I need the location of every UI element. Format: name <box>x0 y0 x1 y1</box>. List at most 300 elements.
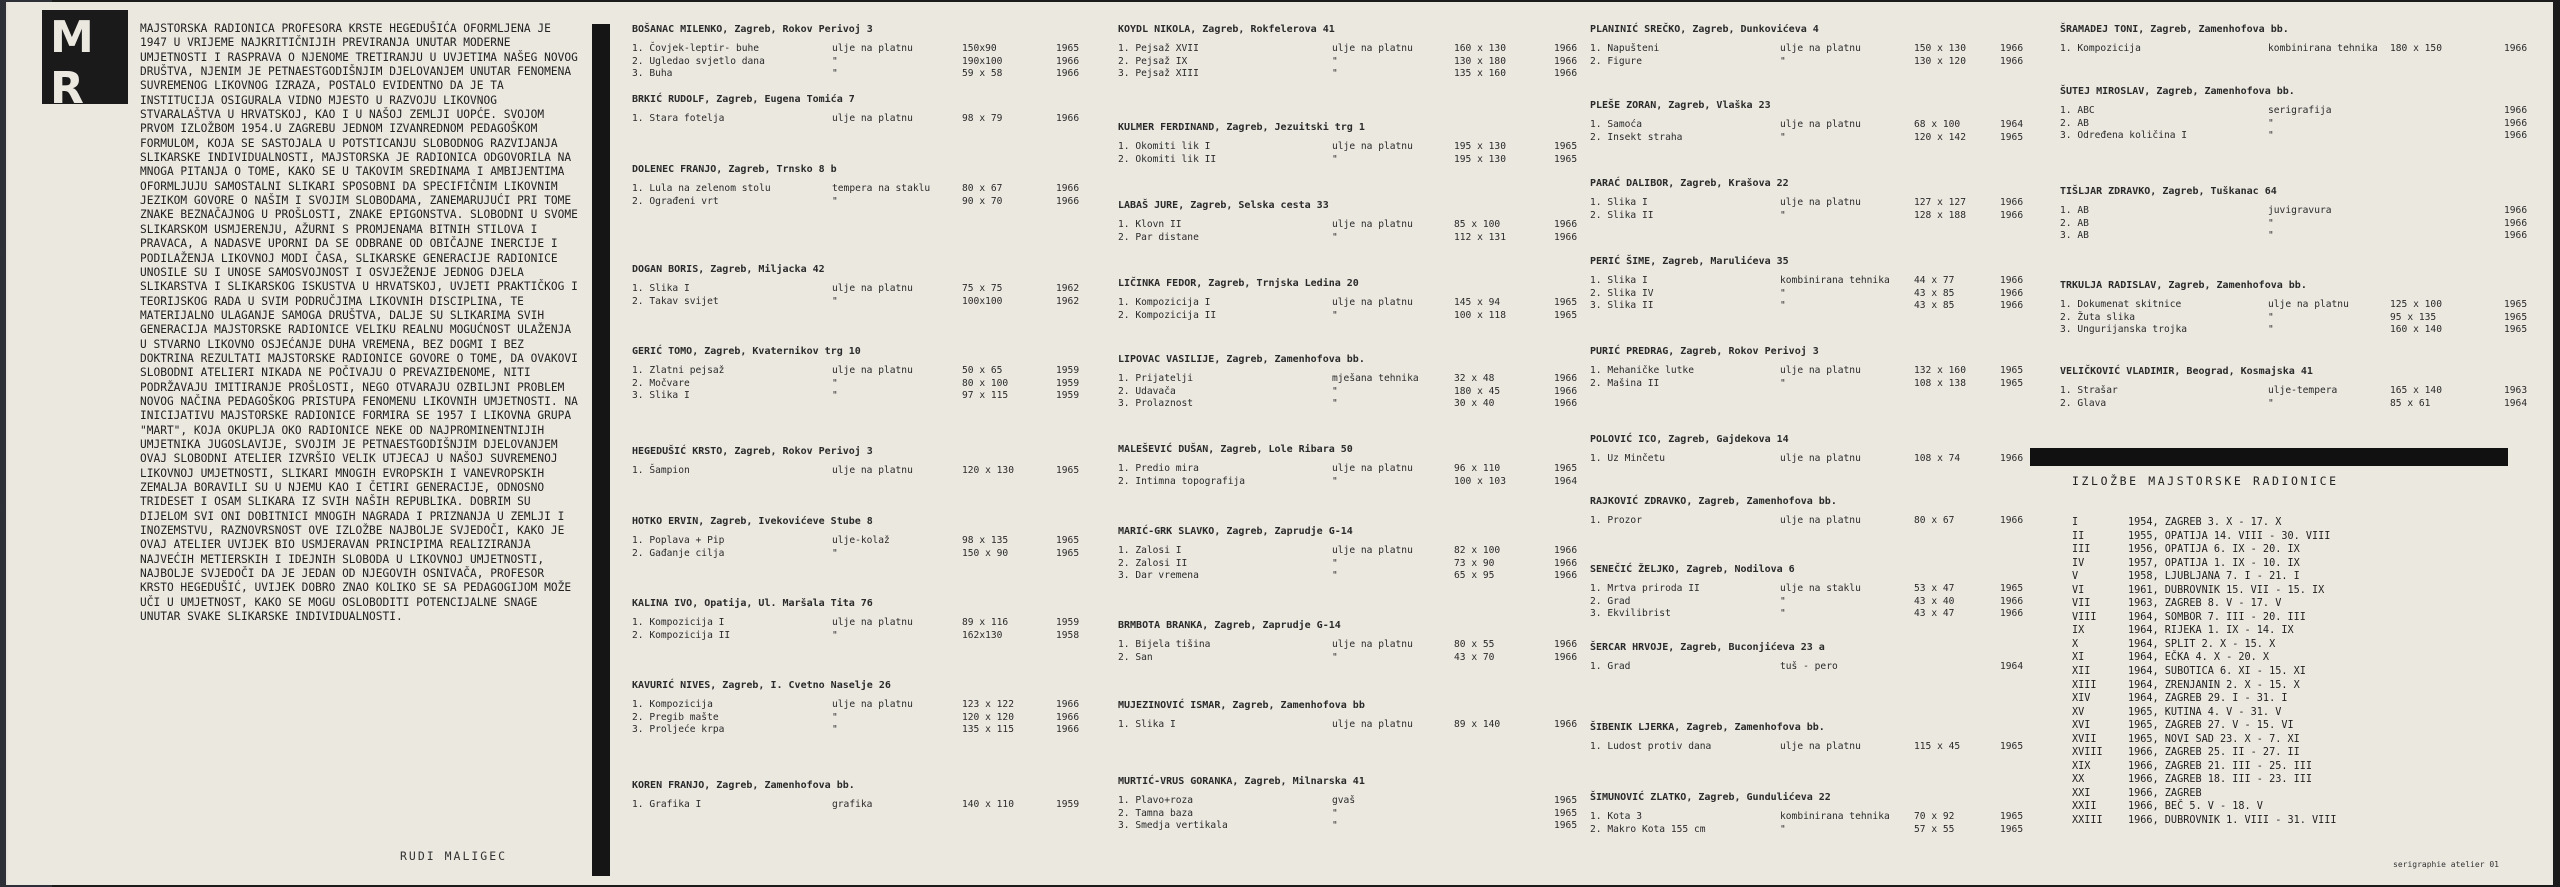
artist-entry <box>1118 278 1578 322</box>
artwork-title: 2. Udavača <box>1118 385 1176 397</box>
exhibition-number: XVIII <box>2072 747 2103 759</box>
artwork-title: 2. Kompozicija II <box>1118 309 1217 321</box>
exhibition-number: XIX <box>2072 760 2091 772</box>
exhibition-number: VIII <box>2072 611 2097 623</box>
artwork-year: 1964 <box>2000 119 2024 130</box>
exhibition-number: XI <box>2072 652 2085 664</box>
artwork-medium: " <box>1332 55 1338 67</box>
artist-entry <box>632 94 1080 126</box>
exhibition-details: 1966, BEČ 5. V - 18. V <box>2128 801 2263 813</box>
exhibition-details: 1964, SOMBOR 7. III - 20. III <box>2128 611 2306 623</box>
artwork-row <box>1118 398 1578 411</box>
artwork-size: 160 x 140 <box>2390 324 2442 335</box>
artist-name: PLEŠE ZORAN, Zagreb, Vlaška 23 <box>1590 100 1771 111</box>
artist-entry <box>1590 564 2030 621</box>
artist-name: HEGEDUŠIĆ KRSTO, Zagreb, Rokov Perivoj 3 <box>632 446 873 457</box>
artist-name: BRKIĆ RUDOLF, Zagreb, Eugena Tomića 7 <box>632 94 855 105</box>
artist-name: HOTKO ERVIN, Zagreb, Ivekovićeve Stube 8 <box>632 516 873 527</box>
artwork-year: 1959 <box>1056 617 1080 628</box>
artwork-title: 2. Slika IV <box>1590 287 1654 299</box>
artwork-title: 1. Stara fotelja <box>632 113 725 124</box>
artist-entry <box>1590 178 2030 222</box>
artwork-medium: " <box>1332 309 1338 321</box>
artwork-size: 195 x 130 <box>1454 153 1506 165</box>
artwork-medium: ulje na platnu <box>1780 197 1861 208</box>
artwork-row <box>632 724 1080 737</box>
artwork-year: 1965 <box>2000 741 2024 752</box>
artwork-medium: ulje na platnu <box>1332 297 1413 308</box>
artwork-year: 1966 <box>2000 209 2024 221</box>
artwork-row <box>632 283 1080 296</box>
artist-entry <box>2060 86 2530 143</box>
artwork-size: 95 x 135 <box>2390 311 2437 323</box>
artwork-medium: ulje na platnu <box>832 365 913 376</box>
artwork-title: 1. Grafika I <box>632 799 702 810</box>
artwork-year: 1964 <box>1554 475 1578 487</box>
artwork-title: 1. Slika I <box>1118 719 1176 730</box>
exhibition-number: XV <box>2072 706 2085 718</box>
artist-entry <box>632 780 1080 812</box>
artwork-row <box>1590 661 2030 674</box>
artwork-medium: gvaš <box>1332 795 1356 806</box>
artist-name: KAVURIĆ NIVES, Zagreb, I. Cvetno Naselje 26 <box>632 680 891 691</box>
artwork-row <box>2060 324 2530 337</box>
artwork-title: 2. Okomiti lik II <box>1118 153 1217 165</box>
artwork-year: 1966 <box>1554 651 1578 663</box>
artwork-size: 150 x 90 <box>962 547 1009 559</box>
artist-entry <box>632 24 1080 81</box>
artwork-size: 80 x 100 <box>962 377 1009 389</box>
artwork-medium: ulje na platnu <box>1780 119 1861 130</box>
exhibition-details: 1965, NOVI SAD 23. X - 7. XI <box>2128 733 2300 745</box>
artwork-title: 2. Makro Kota 155 cm <box>1590 823 1706 835</box>
artwork-medium: tuš - pero <box>1780 661 1838 672</box>
artwork-medium: ulje na platnu <box>832 699 913 710</box>
artwork-title: 3. Buha <box>632 68 673 79</box>
artwork-title: 2. Pregib mašte <box>632 711 719 723</box>
exhibition-details: 1954, ZAGREB 3. X - 17. X <box>2128 517 2282 528</box>
artwork-title: 1. Bijela tišina <box>1118 639 1211 650</box>
artwork-size: 100 x 118 <box>1454 309 1506 321</box>
artwork-row <box>1118 153 1578 167</box>
artist-name: KALINA IVO, Opatija, Ul. Maršala Tita 76 <box>632 598 873 609</box>
exhibition-number: X <box>2072 638 2079 650</box>
artwork-year: 1966 <box>1554 639 1578 650</box>
artwork-row <box>1118 820 1578 833</box>
artwork-row <box>1590 583 2030 596</box>
artwork-size: 190x100 <box>962 55 1003 67</box>
artwork-year: 1965 <box>1554 820 1578 831</box>
artwork-title: 2. Zalosi II <box>1118 557 1188 569</box>
artwork-row <box>1118 219 1578 232</box>
artwork-year: 1966 <box>1554 43 1578 54</box>
exhibition-details: 1966, ZAGREB 21. III - 25. III <box>2128 760 2313 772</box>
artist-entry <box>632 516 1080 560</box>
artwork-title: 2. Intimna topografija <box>1118 475 1246 487</box>
exhibition-details: 1964, SPLIT 2. X - 15. X <box>2128 638 2276 650</box>
artwork-year: 1966 <box>1056 113 1080 124</box>
artist-name: BRMBOTA BRANKA, Zagreb, Zaprudje G-14 <box>1118 620 1341 631</box>
artwork-row <box>632 465 1080 478</box>
artwork-row <box>632 113 1080 126</box>
artwork-size: 150 x 130 <box>1914 43 1966 54</box>
artwork-row <box>1118 570 1578 583</box>
artwork-medium: ulje na platnu <box>1332 141 1413 152</box>
artwork-size: 123 x 122 <box>962 699 1014 710</box>
artist-name: ŠERCAR HRVOJE, Zagreb, Buconjićeva 23 a <box>1590 642 1825 653</box>
artist-name: SENEČIĆ ŽELJKO, Zagreb, Nodilova 6 <box>1590 564 1795 575</box>
artist-entry <box>1590 256 2030 313</box>
artist-entry <box>2060 366 2530 410</box>
artwork-medium: " <box>2268 117 2274 129</box>
artwork-size: 108 x 74 <box>1914 453 1961 464</box>
artist-entry <box>1118 444 1578 488</box>
artwork-title: 1. Samoća <box>1590 119 1642 130</box>
artist-name: PURIĆ PREDRAG, Zagreb, Rokov Perivoj 3 <box>1590 346 1819 357</box>
artwork-row <box>632 365 1080 378</box>
artwork-row <box>1590 275 2030 288</box>
artist-entry <box>632 346 1080 403</box>
artwork-title: 1. Predio mira <box>1118 463 1199 474</box>
artist-name: RAJKOVIĆ ZDRAVKO, Zagreb, Zamenhofova bb. <box>1590 496 1837 507</box>
artwork-title: 3. Prolaznost <box>1118 398 1194 409</box>
artwork-size: 162x130 <box>962 629 1003 641</box>
artwork-title: 1. Prozor <box>1590 515 1642 526</box>
exhibition-number: VI <box>2072 584 2085 596</box>
artist-entry <box>632 264 1080 308</box>
artwork-title: 1. Napušteni <box>1590 43 1660 54</box>
artwork-medium: ulje na platnu <box>1332 639 1413 650</box>
artwork-year: 1959 <box>1056 390 1080 401</box>
artwork-row <box>1118 297 1578 310</box>
artwork-row <box>1590 515 2030 528</box>
artwork-year: 1966 <box>2000 515 2024 526</box>
artwork-medium: " <box>1332 651 1338 663</box>
artwork-title: 1. Ludost protiv dana <box>1590 741 1712 752</box>
exhibition-number: XXI <box>2072 787 2091 799</box>
exhibition-details: 1966, ZAGREB 18. III - 23. III <box>2128 774 2313 786</box>
artwork-title: 3. Slika I <box>632 390 690 401</box>
artwork-title: 1. Slika I <box>1590 275 1648 286</box>
artwork-title: 3. Dar vremena <box>1118 570 1199 581</box>
artwork-medium: ulje na platnu <box>1332 545 1413 556</box>
artist-name: DOGAN BORIS, Zagreb, Miljacka 42 <box>632 264 825 275</box>
artwork-size: 120 x 130 <box>962 465 1014 476</box>
artwork-year: 1965 <box>1056 465 1080 476</box>
artwork-size: 75 x 75 <box>962 283 1003 294</box>
artwork-title: 2. AB <box>2060 117 2089 129</box>
exhibition-details: 1966, DUBROVNIK 1. VIII - 31. VIII <box>2128 815 2337 827</box>
artwork-size: 30 x 40 <box>1454 398 1495 409</box>
exhibition-details: 1956, OPATIJA 6. IX - 20. IX <box>2128 544 2300 556</box>
artwork-row <box>2060 385 2530 398</box>
artwork-title: 2. Žuta slika <box>2060 311 2136 323</box>
artist-name: BOŠANAC MILENKO, Zagreb, Rokov Perivoj 3 <box>632 24 873 35</box>
artwork-title: 1. ABC <box>2060 105 2095 116</box>
artwork-size: 85 x 100 <box>1454 219 1501 230</box>
artwork-size: 150x90 <box>962 43 997 54</box>
artwork-year: 1959 <box>1056 799 1080 810</box>
exhibition-details: 1964, ZRENJANIN 2. X - 15. X <box>2128 679 2300 691</box>
artwork-year: 1966 <box>1056 724 1080 735</box>
artwork-row <box>632 195 1080 209</box>
exhibition-details: 1955, OPATIJA 14. VIII - 30. VIII <box>2128 530 2331 542</box>
artwork-title: 1. Čovjek-leptir- buhe <box>632 43 760 54</box>
artwork-year: 1964 <box>2000 661 2024 672</box>
artwork-row <box>1118 231 1578 245</box>
artwork-row <box>632 390 1080 403</box>
artist-name: MALEŠEVIĆ DUŠAN, Zagreb, Lole Ribara 50 <box>1118 444 1353 455</box>
artwork-size: 130 x 180 <box>1454 55 1506 67</box>
artwork-year: 1965 <box>1554 795 1578 806</box>
exhibition-details: 1964, RIJEKA 1. IX - 14. IX <box>2128 625 2294 637</box>
artwork-size: 195 x 130 <box>1454 141 1506 152</box>
artist-name: GERIĆ TOMO, Zagreb, Kvaternikov trg 10 <box>632 346 861 357</box>
artwork-year: 1966 <box>1056 183 1080 194</box>
artwork-title: 1. Šampion <box>632 465 690 476</box>
artwork-row <box>1590 197 2030 210</box>
artwork-medium: " <box>1332 231 1338 243</box>
artwork-year: 1966 <box>2000 43 2024 54</box>
artwork-title: 2. Slika II <box>1590 209 1654 221</box>
artist-entry <box>1590 24 2030 68</box>
artwork-medium: ulje na platnu <box>1780 515 1861 526</box>
artwork-row <box>1590 119 2030 132</box>
artwork-size: 130 x 120 <box>1914 55 1966 67</box>
artwork-row <box>632 55 1080 69</box>
artwork-medium: " <box>2268 230 2274 241</box>
artwork-row <box>632 535 1080 548</box>
artwork-medium: kombinirana tehnika <box>1780 275 1890 286</box>
exhibition-number: V <box>2072 571 2079 583</box>
artwork-medium: " <box>1332 475 1338 487</box>
artwork-size: 135 x 115 <box>962 724 1014 735</box>
artist-entry <box>1118 700 1578 732</box>
artist-entry <box>1118 24 1578 81</box>
artist-name: LABAŠ JURE, Zagreb, Selska cesta 33 <box>1118 200 1329 211</box>
artwork-row <box>1118 545 1578 558</box>
artwork-size: 160 x 130 <box>1454 43 1506 54</box>
artwork-size: 128 x 188 <box>1914 209 1966 221</box>
artwork-size: 98 x 79 <box>962 113 1003 124</box>
artwork-medium: " <box>1780 608 1786 619</box>
artwork-year: 1965 <box>1554 463 1578 474</box>
artist-entry <box>1118 200 1578 244</box>
exhibition-details: 1963, ZAGREB 8. V - 17. V <box>2128 598 2282 610</box>
artwork-year: 1965 <box>2000 823 2024 835</box>
artwork-year: 1966 <box>1056 711 1080 723</box>
exhibition-details: 1965, KUTINA 4. V - 31. V <box>2128 706 2282 718</box>
artist-name: VELIČKOVIĆ VLADIMIR, Beograd, Kosmajska 41 <box>2060 366 2313 377</box>
artwork-year: 1965 <box>1056 43 1080 54</box>
artwork-row <box>632 68 1080 81</box>
artwork-year: 1965 <box>2000 365 2024 376</box>
artwork-medium: " <box>832 390 838 401</box>
artist-name: KULMER FERDINAND, Zagreb, Jezuitski trg 1 <box>1118 122 1365 133</box>
artwork-year: 1966 <box>1056 195 1080 207</box>
artwork-row <box>1118 807 1578 821</box>
artwork-size: 89 x 116 <box>962 617 1009 628</box>
artwork-medium: " <box>1332 398 1338 409</box>
intro-author: RUDI MALIGEC <box>400 849 508 863</box>
artwork-year: 1966 <box>1554 385 1578 397</box>
artwork-row <box>1590 56 2030 69</box>
artist-name: ŠUTEJ MIROSLAV, Zagreb, Zamenhofova bb. <box>2060 86 2295 97</box>
artwork-size: 97 x 115 <box>962 390 1009 401</box>
artwork-year: 1962 <box>1056 295 1080 307</box>
artwork-medium: " <box>1332 820 1338 831</box>
artwork-medium: ulje na staklu <box>1780 583 1861 594</box>
artwork-size: 98 x 135 <box>962 535 1009 546</box>
artwork-title: 3. Proljeće krpa <box>632 724 725 735</box>
artist-entry <box>632 164 1080 208</box>
artwork-size: 70 x 92 <box>1914 811 1955 822</box>
artwork-size: 120 x 120 <box>962 711 1014 723</box>
artwork-medium: ulje na platnu <box>1332 43 1413 54</box>
artwork-medium: kombinirana tehnika <box>1780 811 1890 822</box>
artwork-size: 53 x 47 <box>1914 583 1955 594</box>
artwork-size: 68 x 100 <box>1914 119 1961 130</box>
artwork-medium: " <box>2268 130 2274 141</box>
exhibition-number: IV <box>2072 557 2085 569</box>
artwork-row <box>1590 43 2030 56</box>
artwork-medium: ulje na platnu <box>1780 453 1861 464</box>
exhibition-details: 1964, EČKA 4. X - 20. X <box>2128 652 2270 664</box>
exhibition-details: 1961, DUBROVNIK 15. VII - 15. IX <box>2128 584 2325 596</box>
exhibition-number: XIII <box>2072 679 2097 691</box>
artwork-row <box>632 799 1080 812</box>
artwork-title: 1. Mrtva priroda II <box>1590 583 1700 594</box>
artwork-medium: " <box>832 629 838 641</box>
artwork-year: 1965 <box>1554 309 1578 321</box>
artwork-medium: ulje-kolaž <box>832 535 890 546</box>
artwork-medium: " <box>2268 397 2274 409</box>
artwork-size: 85 x 61 <box>2390 397 2431 409</box>
artwork-size: 125 x 100 <box>2390 299 2442 310</box>
exhibition-number: I <box>2072 517 2079 528</box>
artwork-row <box>2060 398 2530 411</box>
artwork-title: 1. Prijatelji <box>1118 373 1194 384</box>
artwork-size: 112 x 131 <box>1454 231 1506 243</box>
artwork-year: 1966 <box>1554 55 1578 67</box>
artwork-year: 1966 <box>2000 55 2024 67</box>
artwork-year: 1966 <box>2504 105 2528 116</box>
artist-entry <box>1590 100 2030 144</box>
artwork-title: 1. Pejsaž XVII <box>1118 43 1199 54</box>
artwork-year: 1966 <box>1554 557 1578 569</box>
artwork-size: 120 x 142 <box>1914 131 1966 143</box>
artwork-year: 1966 <box>1554 719 1578 730</box>
artwork-title: 1. Kompozicija I <box>1118 297 1211 308</box>
artist-name: LIČINKA FEDOR, Zagreb, Trnjska Ledina 20 <box>1118 278 1359 289</box>
artwork-size: 132 x 160 <box>1914 365 1966 376</box>
artwork-row <box>2060 130 2530 143</box>
artwork-year: 1965 <box>2504 311 2528 323</box>
artwork-medium: serigrafija <box>2268 105 2332 116</box>
artwork-title: 2. Gađanje cilja <box>632 547 725 559</box>
exhibition-number: IX <box>2072 625 2085 637</box>
artist-entry <box>632 446 1080 478</box>
artwork-row <box>632 377 1080 391</box>
artwork-medium: " <box>1332 385 1338 397</box>
artwork-size: 165 x 140 <box>2390 385 2442 396</box>
artwork-year: 1966 <box>1554 231 1578 243</box>
artwork-medium: ulje na platnu <box>1332 463 1413 474</box>
artwork-title: 1. Okomiti lik I <box>1118 141 1211 152</box>
artwork-size: 57 x 55 <box>1914 823 1955 835</box>
artist-entry <box>2060 24 2530 56</box>
logo-letters: M R <box>50 12 92 114</box>
artwork-title: 1. Slika I <box>1590 197 1648 208</box>
artwork-medium: grafika <box>832 799 873 810</box>
artwork-year: 1965 <box>1554 153 1578 165</box>
artist-entry <box>1590 496 2030 528</box>
artwork-medium: kombinirana tehnika <box>2268 43 2378 54</box>
artwork-title: 2. Tamna baza <box>1118 807 1194 819</box>
artwork-row <box>2060 118 2530 131</box>
artwork-title: 1. Strašar <box>2060 385 2118 396</box>
exhibition-number: II <box>2072 530 2085 542</box>
exhibition-details: 1964, SUBOTICA 6. XI - 15. XI <box>2128 666 2306 678</box>
artwork-medium: " <box>832 547 838 559</box>
artist-entry <box>1590 792 2030 836</box>
artwork-year: 1958 <box>1056 629 1080 641</box>
artwork-row <box>1118 463 1578 476</box>
artwork-row <box>1590 811 2030 824</box>
artwork-title: 1. Kota 3 <box>1590 811 1642 822</box>
artwork-medium: " <box>1332 557 1338 569</box>
artwork-medium: ulje na platnu <box>2268 299 2349 310</box>
artist-name: MARIĆ-GRK SLAVKO, Zagreb, Zaprudje G-14 <box>1118 526 1353 537</box>
artwork-size: 43 x 47 <box>1914 608 1955 619</box>
artwork-year: 1965 <box>1056 547 1080 559</box>
artwork-medium: " <box>1780 823 1786 835</box>
artwork-size: 32 x 48 <box>1454 373 1495 384</box>
artwork-size: 43 x 40 <box>1914 595 1955 607</box>
artwork-year: 1966 <box>2504 43 2528 54</box>
artwork-row <box>1118 55 1578 69</box>
artwork-medium: ulje na platnu <box>832 465 913 476</box>
artwork-year: 1966 <box>2000 275 2024 286</box>
artwork-title: 1. Mehaničke lutke <box>1590 365 1694 376</box>
artwork-medium: " <box>832 295 838 307</box>
artwork-size: 180 x 45 <box>1454 385 1501 397</box>
artwork-row <box>1118 141 1578 154</box>
artwork-medium: " <box>832 724 838 735</box>
exhibition-details: 1966, ZAGREB <box>2128 787 2202 799</box>
artwork-year: 1965 <box>1554 807 1578 819</box>
artwork-size: 127 x 127 <box>1914 197 1966 208</box>
exhibition-details: 1965, ZAGREB 27. V - 15. VI <box>2128 720 2294 732</box>
artist-entry <box>1590 642 2030 674</box>
artwork-medium: ulje na platnu <box>1780 43 1861 54</box>
exhibition-number: XX <box>2072 774 2085 786</box>
artwork-title: 2. Takav svijet <box>632 295 719 307</box>
artist-name: TRKULJA RADISLAV, Zagreb, Zamenhofova bb. <box>2060 280 2307 291</box>
artwork-size: 80 x 67 <box>962 183 1003 194</box>
exhibition-number: XXII <box>2072 801 2097 813</box>
artwork-title: 2. Ograđeni vrt <box>632 195 719 207</box>
artwork-title: 1. Klovn II <box>1118 219 1182 230</box>
artist-entry <box>1118 620 1578 664</box>
artwork-title: 2. Figure <box>1590 55 1642 67</box>
artwork-title: 3. Slika II <box>1590 300 1654 311</box>
artwork-medium: " <box>832 711 838 723</box>
artwork-medium: ulje na platnu <box>1332 219 1413 230</box>
artwork-size: 43 x 70 <box>1454 651 1495 663</box>
artwork-row <box>2060 299 2530 312</box>
artwork-year: 1966 <box>2504 130 2528 141</box>
